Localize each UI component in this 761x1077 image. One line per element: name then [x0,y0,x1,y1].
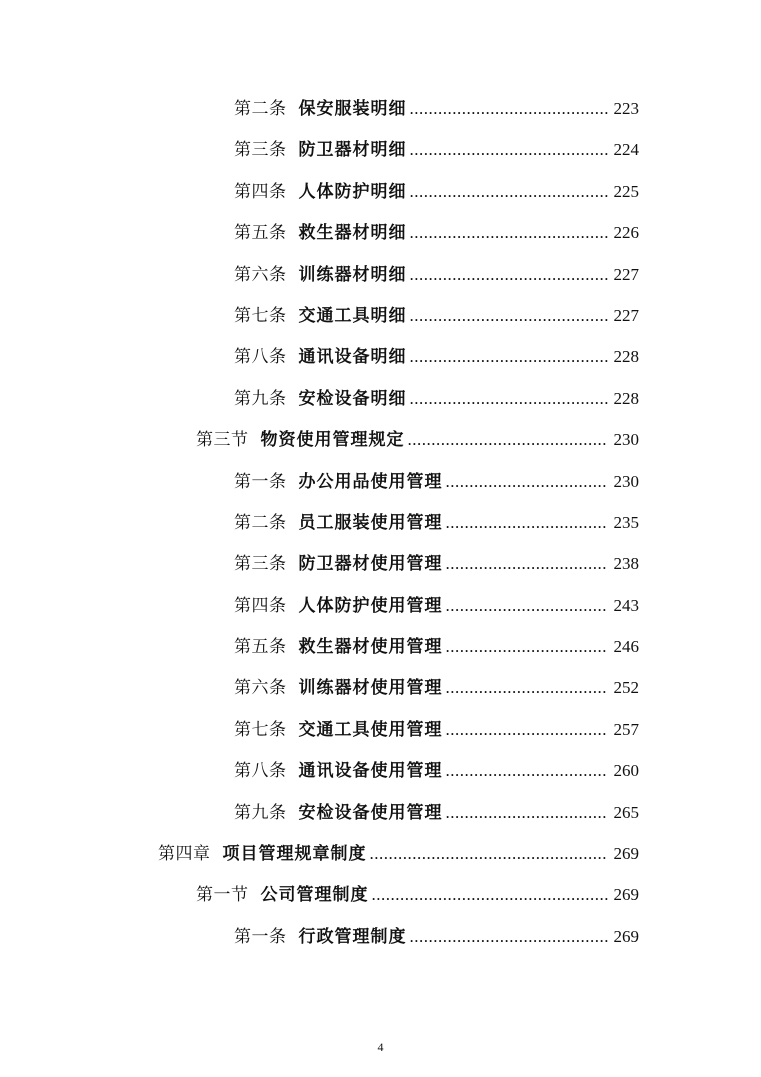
dot-leader [446,709,609,750]
entry-title: 员工服装使用管理 [298,512,443,533]
toc-entry[interactable] [0,626,761,667]
entry-number: 第六条 [234,678,287,699]
entry-page: 252 [613,678,639,698]
entry-page: 225 [613,181,639,201]
entry-number: 第八条 [234,761,287,782]
dot-leader [410,295,609,336]
entry-title: 通讯设备明细 [298,347,407,368]
table-of-contents [0,88,761,957]
dot-leader [410,171,609,212]
toc-entry[interactable] [0,129,761,170]
toc-entry[interactable] [0,461,761,502]
entry-number: 第四条 [234,595,287,616]
entry-title: 保安服装明细 [298,99,407,119]
entry-number: 第一节 [196,885,249,906]
toc-entry[interactable] [0,916,761,957]
dot-leader [446,585,609,626]
toc-entry[interactable] [0,88,761,129]
entry-page: 230 [613,430,639,450]
dot-leader [410,129,609,170]
dot-leader [410,336,609,377]
entry-number: 第六条 [234,264,287,285]
entry-number: 第二条 [234,99,287,119]
toc-entry[interactable] [0,792,761,833]
entry-title: 物资使用管理规定 [260,430,405,451]
entry-title: 安检设备使用管理 [298,802,443,823]
toc-entry[interactable] [0,336,761,377]
entry-title: 通讯设备使用管理 [298,761,443,782]
entry-page: 227 [613,305,639,325]
dot-leader [410,916,609,957]
dot-leader [410,212,609,253]
toc-entry[interactable] [0,833,761,874]
toc-entry[interactable] [0,585,761,626]
entry-number: 第四条 [234,181,287,202]
entry-title: 办公用品使用管理 [298,471,443,492]
dot-leader [446,667,609,708]
entry-page: 230 [613,471,639,491]
entry-number: 第七条 [234,719,287,740]
dot-leader [446,750,609,791]
dot-leader [372,874,609,915]
entry-title: 训练器材使用管理 [298,678,443,699]
toc-entry[interactable] [0,543,761,584]
entry-page: 223 [613,99,639,118]
entry-title: 安检设备明细 [298,388,407,409]
entry-title: 人体防护明细 [298,181,407,202]
toc-entry[interactable] [0,502,761,543]
entry-number: 第五条 [234,637,287,658]
entry-page: 224 [613,140,639,160]
entry-title: 人体防护使用管理 [298,595,443,616]
dot-leader [408,419,609,460]
entry-page: 260 [613,761,639,781]
entry-number: 第三节 [196,430,249,451]
page-number: 4 [377,1040,384,1054]
entry-number: 第三条 [234,140,287,161]
entry-page: 269 [613,844,639,864]
entry-page: 243 [613,595,639,615]
entry-page: 257 [613,719,639,739]
dot-leader [446,626,609,667]
entry-title: 救生器材明细 [298,223,407,244]
entry-number: 第一条 [234,926,287,947]
toc-entry[interactable] [0,295,761,336]
entry-title: 防卫器材明细 [298,140,407,161]
dot-leader [410,378,609,419]
entry-page: 235 [613,512,639,532]
dot-leader [370,833,609,874]
entry-number: 第九条 [234,388,287,409]
toc-entry[interactable] [0,212,761,253]
entry-page: 238 [613,554,639,574]
dot-leader [446,502,609,543]
entry-page: 228 [613,347,639,367]
entry-title: 项目管理规章制度 [222,844,367,865]
toc-entry[interactable] [0,378,761,419]
entry-page: 226 [613,223,639,243]
dot-leader [446,543,609,584]
entry-title: 交通工具使用管理 [298,719,443,740]
entry-page: 269 [613,926,639,946]
entry-number: 第五条 [234,223,287,244]
dot-leader [446,461,609,502]
toc-entry[interactable] [0,667,761,708]
dot-leader [410,88,609,129]
entry-number: 第四章 [158,844,211,865]
entry-title: 交通工具明细 [298,305,407,326]
entry-page: 246 [613,637,639,657]
toc-entry[interactable] [0,254,761,295]
toc-entry[interactable] [0,750,761,791]
toc-entry[interactable] [0,419,761,460]
entry-page: 269 [613,885,639,905]
entry-title: 救生器材使用管理 [298,637,443,658]
entry-title: 行政管理制度 [298,926,407,947]
dot-leader [446,792,609,833]
toc-entry[interactable] [0,709,761,750]
entry-title: 防卫器材使用管理 [298,554,443,575]
dot-leader [410,254,609,295]
entry-number: 第七条 [234,305,287,326]
entry-page: 228 [613,388,639,408]
entry-page: 227 [613,264,639,284]
entry-number: 第九条 [234,802,287,823]
entry-number: 第三条 [234,554,287,575]
toc-entry[interactable] [0,171,761,212]
entry-title: 公司管理制度 [260,885,369,906]
entry-number: 第二条 [234,512,287,533]
entry-page: 265 [613,802,639,822]
toc-entry[interactable] [0,874,761,915]
entry-number: 第八条 [234,347,287,368]
entry-title: 训练器材明细 [298,264,407,285]
entry-number: 第一条 [234,471,287,492]
